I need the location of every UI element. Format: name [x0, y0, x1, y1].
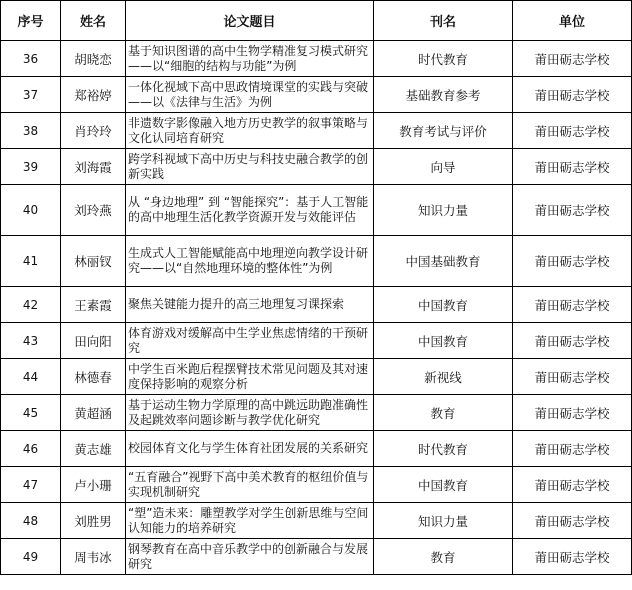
table-row — [1, 185, 632, 236]
paper-title-text: 基于运动生物力学原理的高中跳远助跑准确性及起跳效率问题诊断与教学优化研究 — [128, 397, 369, 427]
paper-title-text: 校园体育文化与学生体育社团发展的关系研究 — [128, 441, 369, 455]
journal-name: 知识力量 — [374, 503, 513, 539]
paper-title-text: 跨学科视域下高中历史与科技史融合教学的创新实践 — [128, 151, 369, 181]
unit-name: 莆田砺志学校 — [513, 77, 632, 113]
table-row — [1, 77, 632, 113]
paper-title-text: 基于知识图谱的高中生物学精准复习模式研究——以“细胞的结构与功能”为例 — [128, 43, 369, 73]
journal-name: 中国基础教育 — [374, 236, 513, 287]
paper-title — [126, 287, 374, 323]
author-name: 王素霞 — [61, 287, 126, 323]
author-name: 林德春 — [61, 359, 126, 395]
paper-title-text: “塑”造未来：雕塑教学对学生创新思维与空间认知能力的培养研究 — [128, 505, 369, 535]
journal-name: 教育 — [374, 395, 513, 431]
row-number: 40 — [1, 185, 61, 236]
paper-title — [126, 113, 374, 149]
author-name: 田向阳 — [61, 323, 126, 359]
table-row — [1, 149, 632, 185]
paper-title-text: 从 “身边地理” 到 “智能探究”：基于人工智能的高中地理生活化教学资源开发与效能评估 — [128, 195, 369, 224]
row-number: 39 — [1, 149, 61, 185]
table-row — [1, 287, 632, 323]
unit-name: 莆田砺志学校 — [513, 185, 632, 236]
paper-title — [126, 395, 374, 431]
journal-name: 向导 — [374, 149, 513, 185]
paper-title — [126, 467, 374, 503]
journal-name: 教育 — [374, 539, 513, 575]
table-row — [1, 503, 632, 539]
table-row — [1, 113, 632, 149]
paper-title-text: 聚焦关键能力提升的高三地理复习课探索 — [128, 297, 345, 311]
table-row — [1, 323, 632, 359]
table-row — [1, 539, 632, 575]
author-name: 周韦冰 — [61, 539, 126, 575]
table-row — [1, 467, 632, 503]
row-number: 47 — [1, 467, 61, 503]
unit-name: 莆田砺志学校 — [513, 113, 632, 149]
unit-name: 莆田砺志学校 — [513, 431, 632, 467]
unit-name: 莆田砺志学校 — [513, 539, 632, 575]
author-name: 卢小珊 — [61, 467, 126, 503]
row-number: 37 — [1, 77, 61, 113]
unit-name: 莆田砺志学校 — [513, 359, 632, 395]
row-number: 41 — [1, 236, 61, 287]
paper-title-text: 非遗数字影像融入地方历史教学的叙事策略与文化认同培育研究 — [128, 115, 369, 145]
table-header-row — [1, 1, 632, 41]
unit-name: 莆田砺志学校 — [513, 503, 632, 539]
unit-name: 莆田砺志学校 — [513, 287, 632, 323]
table-row — [1, 41, 632, 77]
unit-name: 莆田砺志学校 — [513, 323, 632, 359]
journal-name: 时代教育 — [374, 431, 513, 467]
journal-name: 基础教育参考 — [374, 77, 513, 113]
author-name: 郑裕婷 — [61, 77, 126, 113]
author-name: 肖玲玲 — [61, 113, 126, 149]
paper-title-text: 钢琴教育在高中音乐教学中的创新融合与发展研究 — [128, 541, 369, 571]
unit-name: 莆田砺志学校 — [513, 236, 632, 287]
table-row — [1, 431, 632, 467]
author-name: 刘海霞 — [61, 149, 126, 185]
paper-title — [126, 236, 374, 287]
paper-title-text: 中学生百米跑后程摆臂技术常见问题及其对速度保持影响的观察分析 — [128, 361, 369, 391]
author-name: 黄超涵 — [61, 395, 126, 431]
paper-title — [126, 149, 374, 185]
row-number: 46 — [1, 431, 61, 467]
paper-title — [126, 323, 374, 359]
row-number: 38 — [1, 113, 61, 149]
paper-title — [126, 539, 374, 575]
row-number: 49 — [1, 539, 61, 575]
journal-name: 中国教育 — [374, 467, 513, 503]
author-name: 胡晓恋 — [61, 41, 126, 77]
author-name: 刘玲燕 — [61, 185, 126, 236]
row-number: 42 — [1, 287, 61, 323]
unit-name: 莆田砺志学校 — [513, 467, 632, 503]
paper-title-text: 生成式人工智能赋能高中地理逆向教学设计研究——以“自然地理环境的整体性”为例 — [128, 246, 369, 275]
header-unit: 单位 — [513, 1, 632, 41]
header-name: 姓名 — [61, 1, 126, 41]
author-name: 林丽钗 — [61, 236, 126, 287]
unit-name: 莆田砺志学校 — [513, 41, 632, 77]
unit-name: 莆田砺志学校 — [513, 395, 632, 431]
journal-name: 新视线 — [374, 359, 513, 395]
journal-name: 中国教育 — [374, 323, 513, 359]
unit-name: 莆田砺志学校 — [513, 149, 632, 185]
header-no: 序号 — [1, 1, 61, 41]
paper-title-text: 一体化视域下高中思政情境课堂的实践与突破——以《法律与生活》为例 — [128, 79, 369, 109]
author-name: 黄志雄 — [61, 431, 126, 467]
author-name: 刘胜男 — [61, 503, 126, 539]
table-row — [1, 395, 632, 431]
paper-title — [126, 503, 374, 539]
journal-name: 知识力量 — [374, 185, 513, 236]
journal-name: 中国教育 — [374, 287, 513, 323]
journal-name: 时代教育 — [374, 41, 513, 77]
paper-title — [126, 431, 374, 467]
paper-title — [126, 77, 374, 113]
row-number: 45 — [1, 395, 61, 431]
paper-title — [126, 41, 374, 77]
table-row — [1, 359, 632, 395]
paper-title-text: 体育游戏对缓解高中生学业焦虑情绪的干预研究 — [128, 325, 369, 355]
row-number: 44 — [1, 359, 61, 395]
row-number: 36 — [1, 41, 61, 77]
row-number: 48 — [1, 503, 61, 539]
header-title: 论文题目 — [126, 1, 374, 41]
journal-name: 教育考试与评价 — [374, 113, 513, 149]
paper-title — [126, 185, 374, 236]
table-row — [1, 236, 632, 287]
header-journal: 刊名 — [374, 1, 513, 41]
row-number: 43 — [1, 323, 61, 359]
paper-title — [126, 359, 374, 395]
paper-title-text: “五育融合”视野下高中美术教育的枢纽价值与实现机制研究 — [128, 469, 369, 499]
